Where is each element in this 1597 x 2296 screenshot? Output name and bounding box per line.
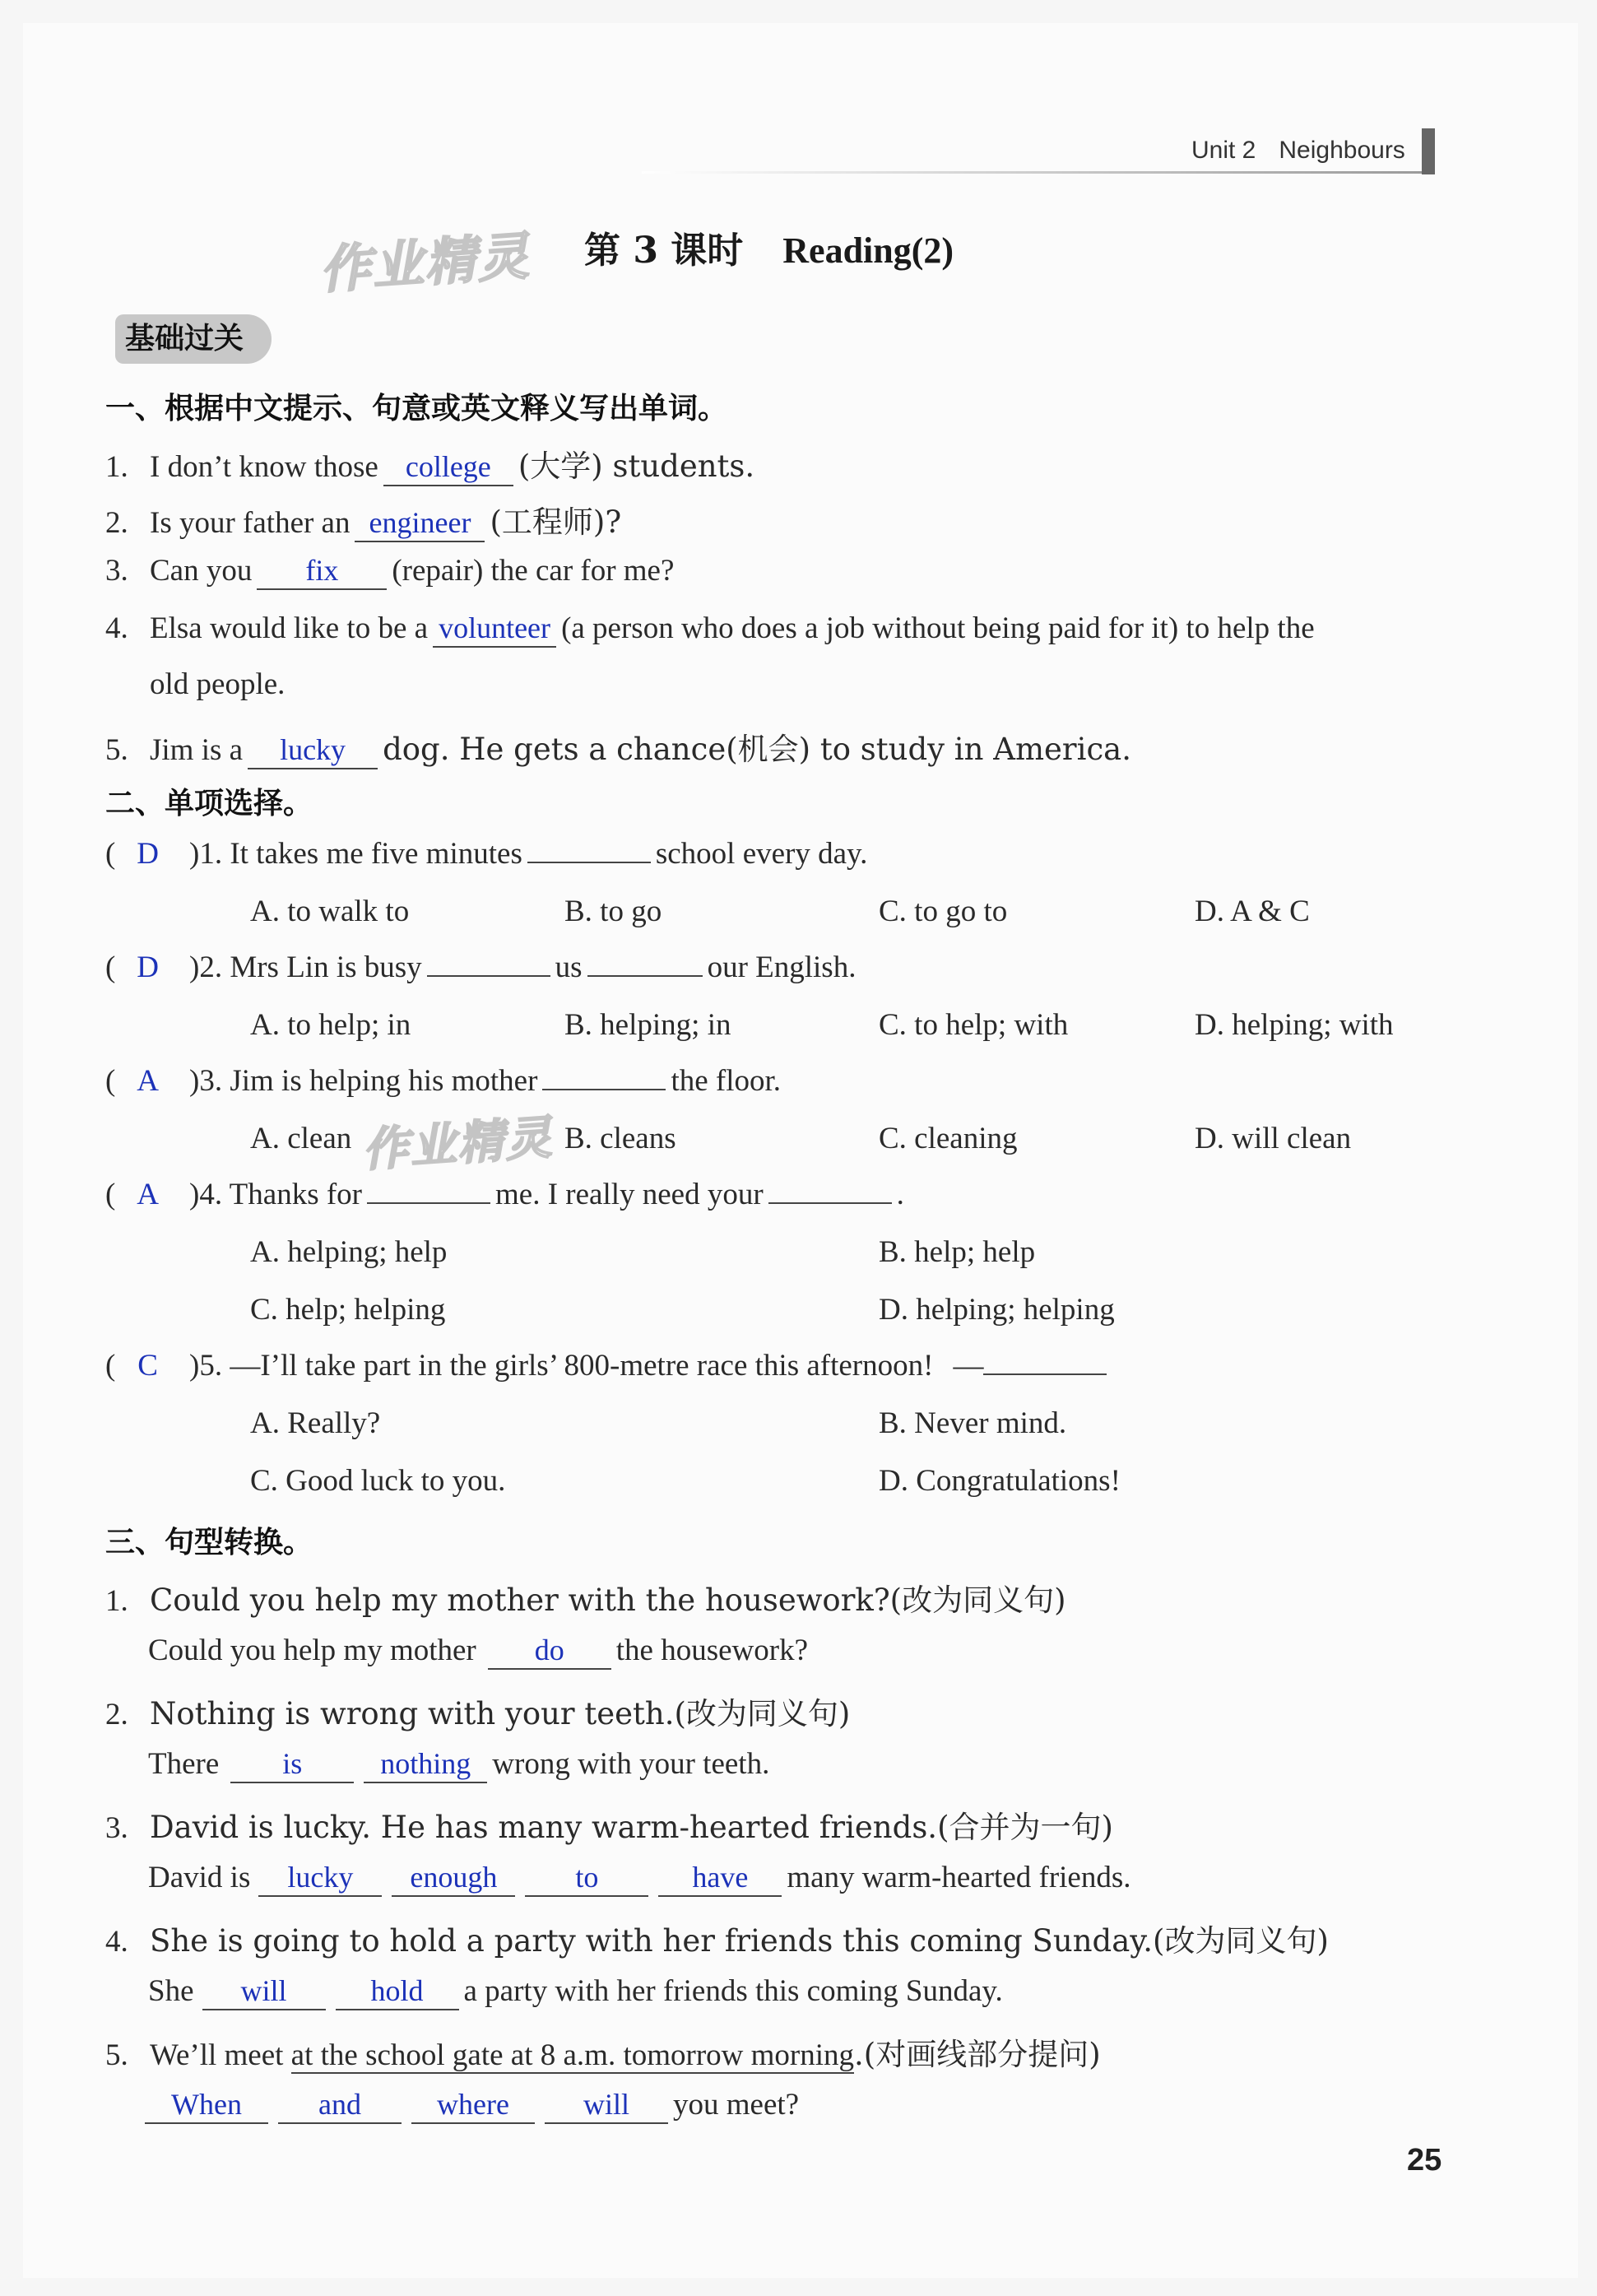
p3-q1-answer: do <box>488 1635 611 1670</box>
lesson-number: 第 3 课时 <box>584 230 744 272</box>
section-two-heading: 二、单项选择。 <box>105 787 313 820</box>
p2-q2-answer: D <box>137 950 159 984</box>
p3-q4-source: 4. She is going to hold a party with her friends this coming Sunday.(改为同义句) <box>105 1923 1329 1959</box>
p2-q1-option-c: C. to go to <box>879 895 1008 928</box>
p2-q4-option-d: D. helping; helping <box>879 1293 1115 1327</box>
watermark-logo-middle: 作业精灵 <box>360 1110 555 1178</box>
p1-q1: 1. I don’t know those college (大学) students. <box>105 441 754 486</box>
p1-q2-answer: engineer <box>355 508 485 542</box>
p2-q1-option-a: A. to walk to <box>250 895 410 928</box>
p2-q2-option-a: A. to help; in <box>250 1008 411 1042</box>
p3-q3-rewrite: David is lucky enough to have many warm-hearted friends. <box>148 1860 1131 1897</box>
lesson-name: Reading(2) <box>782 230 954 271</box>
p2-q1-answer: D <box>137 837 159 871</box>
p2-q4-answer: A <box>137 1178 159 1211</box>
underlined-phrase: at the school gate at 8 a.m. tomorrow morning <box>290 2038 855 2072</box>
p1-q4: 4. Elsa would like to be a volunteer (a person who does a job without being paid for it) to help the <box>105 611 1315 648</box>
p1-q1-answer: college <box>383 452 513 486</box>
p2-q5-answer: C <box>137 1349 158 1383</box>
p2-q4-option-c: C. help; helping <box>250 1293 446 1327</box>
p1-q5: 5. Jim is a lucky dog. He gets a chance(机会) to study in America. <box>105 724 1131 769</box>
p1-q3-answer: fix <box>257 555 387 590</box>
p2-q2-option-c: C. to help; with <box>879 1008 1069 1042</box>
section-one-heading: 一、根据中文提示、句意或英文释义写出单词。 <box>105 392 728 425</box>
running-header <box>1191 137 1428 165</box>
p2-q2-option-d: D. helping; with <box>1195 1008 1394 1042</box>
p2-q5-option-c: C. Good luck to you. <box>250 1464 506 1498</box>
p2-q2: ( D )2. Mrs Lin is busy us our English. <box>105 950 857 984</box>
p2-q1: ( D )1. It takes me five minutes school every day. <box>105 837 868 871</box>
unit-topic: Neighbours <box>1279 137 1405 164</box>
p3-q3-source: 3. David is lucky. He has many warm-hearted friends.(合并为一句) <box>105 1810 1113 1845</box>
p2-q1-option-d: D. A & C <box>1195 895 1310 928</box>
watermark-logo: 作业精灵 <box>318 225 532 300</box>
p2-q5-option-d: D. Congratulations! <box>879 1464 1121 1498</box>
p3-q5-rewrite: When and where will you meet? <box>145 2087 799 2124</box>
p3-q2-source: 2. Nothing is wrong with your teeth.(改为同义句) <box>105 1696 851 1731</box>
p2-q3-answer: A <box>137 1064 159 1098</box>
section-badge: 基础过关 <box>115 314 272 364</box>
p2-q3-option-b: B. cleans <box>564 1122 676 1155</box>
p2-q3-option-c: C. cleaning <box>879 1122 1018 1155</box>
p2-q5-option-b: B. Never mind. <box>879 1406 1067 1440</box>
p1-q5-answer: lucky <box>248 735 378 769</box>
unit-label: Unit 2 <box>1191 137 1256 164</box>
p2-q3: ( A )3. Jim is helping his mother the floor. <box>105 1064 782 1098</box>
p3-q1-source: 1. Could you help my mother with the housework?(改为同义句) <box>105 1583 1066 1618</box>
p1-q3: 3. Can you fix (repair) the car for me? <box>105 553 674 590</box>
p1-q4-answer: volunteer <box>433 613 556 648</box>
p1-q4-continued: old people. <box>150 667 286 701</box>
p2-q5: ( C )5. —I’ll take part in the girls’ 800-metre race this afternoon! — <box>105 1348 1112 1383</box>
lesson-title <box>584 221 954 273</box>
p2-q3-option-d: D. will clean <box>1195 1122 1352 1155</box>
p3-q1-rewrite: Could you help my mother do the housework? <box>148 1633 808 1670</box>
header-rule <box>642 171 1432 174</box>
p2-q4-option-a: A. helping; help <box>250 1235 448 1269</box>
p2-q1-option-b: B. to go <box>564 895 662 928</box>
p2-q4-option-b: B. help; help <box>879 1235 1036 1269</box>
section-three-heading: 三、句型转换。 <box>105 1526 313 1559</box>
p3-q2-rewrite: There is nothing wrong with your teeth. <box>148 1746 769 1783</box>
p2-q3-option-a: A. clean <box>250 1122 352 1155</box>
p2-q4: ( A )4. Thanks for me. I really need your . <box>105 1178 904 1211</box>
p1-q2: 2. Is your father an engineer (工程师)? <box>105 497 621 542</box>
p3-q5-source: 5. We’ll meet at the school gate at 8 a.m. tomorrow morning.(对画线部分提问) <box>105 2037 1101 2072</box>
p2-q2-option-b: B. helping; in <box>564 1008 731 1042</box>
header-bar <box>1422 128 1435 174</box>
page-number: 25 <box>1407 2143 1442 2177</box>
p3-q4-rewrite: She will hold a party with her friends this coming Sunday. <box>148 1973 1003 2010</box>
p2-q5-option-a: A. Really? <box>250 1406 381 1440</box>
